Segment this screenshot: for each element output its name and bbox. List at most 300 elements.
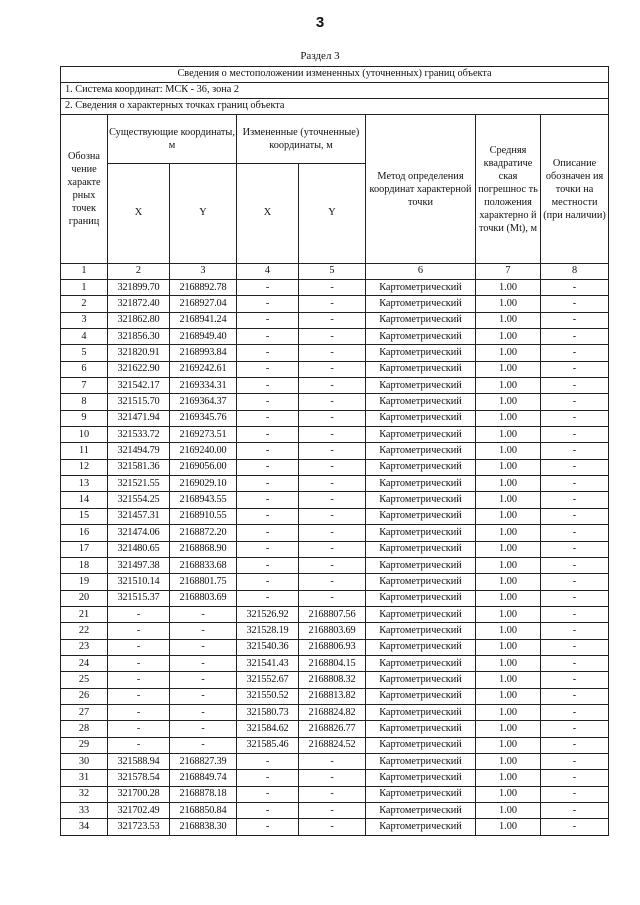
method-cell: Картометрический xyxy=(366,590,476,606)
method-cell: Картометрический xyxy=(366,819,476,835)
point-description-cell: - xyxy=(541,704,609,720)
changed-x-cell: - xyxy=(237,819,299,835)
point-description-cell: - xyxy=(541,345,609,361)
method-cell: Картометрический xyxy=(366,639,476,655)
mean-error-cell: 1.00 xyxy=(476,819,541,835)
existing-x-cell: - xyxy=(108,672,170,688)
table-row xyxy=(61,655,609,671)
mean-error-cell: 1.00 xyxy=(476,361,541,377)
method-cell: Картометрический xyxy=(366,753,476,769)
point-number-cell: 34 xyxy=(61,819,108,835)
changed-x-cell: - xyxy=(237,280,299,296)
mean-error-cell: 1.00 xyxy=(476,312,541,328)
changed-x-cell: 321580.73 xyxy=(237,704,299,720)
point-description-cell: - xyxy=(541,443,609,459)
changed-x-cell: 321552.67 xyxy=(237,672,299,688)
changed-y-cell: 2168824.82 xyxy=(299,704,366,720)
mean-error-cell: 1.00 xyxy=(476,427,541,443)
changed-y-cell: - xyxy=(299,378,366,394)
existing-x-cell: 321542.17 xyxy=(108,378,170,394)
method-cell: Картометрический xyxy=(366,492,476,508)
changed-y-cell: - xyxy=(299,329,366,345)
table-row xyxy=(61,770,609,786)
coordinate-system: 1. Система координат: МСК - 36, зона 2 xyxy=(61,83,609,99)
point-number-cell: 28 xyxy=(61,721,108,737)
existing-y-cell: - xyxy=(170,737,237,753)
point-description-cell: - xyxy=(541,508,609,524)
mean-error-cell: 1.00 xyxy=(476,786,541,802)
changed-y-cell: - xyxy=(299,508,366,524)
changed-x-cell: - xyxy=(237,443,299,459)
table-row xyxy=(61,525,609,541)
point-description-cell: - xyxy=(541,312,609,328)
changed-y-cell: - xyxy=(299,296,366,312)
changed-y-cell: - xyxy=(299,459,366,475)
existing-x-cell: 321515.37 xyxy=(108,590,170,606)
mean-error-cell: 1.00 xyxy=(476,345,541,361)
method-cell: Картометрический xyxy=(366,737,476,753)
changed-y-cell: - xyxy=(299,753,366,769)
existing-y-cell: 2169345.76 xyxy=(170,410,237,426)
table-row xyxy=(61,427,609,443)
point-description-cell: - xyxy=(541,803,609,819)
point-number-cell: 9 xyxy=(61,410,108,426)
changed-y-cell: - xyxy=(299,590,366,606)
point-number-cell: 30 xyxy=(61,753,108,769)
existing-y-cell: - xyxy=(170,688,237,704)
changed-x-cell: - xyxy=(237,590,299,606)
mean-error-cell: 1.00 xyxy=(476,721,541,737)
table-row xyxy=(61,590,609,606)
existing-y-cell: - xyxy=(170,704,237,720)
mean-error-cell: 1.00 xyxy=(476,508,541,524)
existing-y-cell: 2168850.84 xyxy=(170,803,237,819)
point-description-cell: - xyxy=(541,639,609,655)
method-cell: Картометрический xyxy=(366,345,476,361)
mean-error-cell: 1.00 xyxy=(476,280,541,296)
existing-x-cell: 321554.25 xyxy=(108,492,170,508)
column-number: 4 xyxy=(237,264,299,280)
method-cell: Картометрический xyxy=(366,312,476,328)
changed-y-cell: - xyxy=(299,803,366,819)
header-designation: Обозна чение характе рных точек границ xyxy=(61,115,108,264)
changed-x-cell: - xyxy=(237,574,299,590)
existing-y-cell: - xyxy=(170,721,237,737)
table-row xyxy=(61,345,609,361)
point-description-cell: - xyxy=(541,394,609,410)
point-number-cell: 16 xyxy=(61,525,108,541)
method-cell: Картометрический xyxy=(366,688,476,704)
column-number: 8 xyxy=(541,264,609,280)
existing-y-cell: - xyxy=(170,655,237,671)
existing-y-cell: 2168849.74 xyxy=(170,770,237,786)
existing-x-cell: 321702.49 xyxy=(108,803,170,819)
existing-x-cell: 321457.31 xyxy=(108,508,170,524)
existing-y-cell: 2168827.39 xyxy=(170,753,237,769)
point-number-cell: 20 xyxy=(61,590,108,606)
column-number-row xyxy=(61,264,609,280)
table-row xyxy=(61,737,609,753)
method-cell: Картометрический xyxy=(366,361,476,377)
existing-x-cell: 321497.38 xyxy=(108,557,170,573)
table-row xyxy=(61,623,609,639)
existing-y-cell: - xyxy=(170,606,237,622)
point-description-cell: - xyxy=(541,410,609,426)
table-row xyxy=(61,410,609,426)
header-changed-y: Y xyxy=(299,164,366,264)
existing-x-cell: - xyxy=(108,639,170,655)
existing-x-cell: - xyxy=(108,606,170,622)
method-cell: Картометрический xyxy=(366,623,476,639)
existing-x-cell: 321578.54 xyxy=(108,770,170,786)
existing-y-cell: 2169240.00 xyxy=(170,443,237,459)
changed-y-cell: 2168804.15 xyxy=(299,655,366,671)
table-row xyxy=(61,378,609,394)
mean-error-cell: 1.00 xyxy=(476,443,541,459)
points-section-header: 2. Сведения о характерных точках границ объекта xyxy=(61,99,609,115)
mean-error-cell: 1.00 xyxy=(476,606,541,622)
method-cell: Картометрический xyxy=(366,606,476,622)
section-label: Раздел 3 xyxy=(300,50,340,62)
changed-y-cell: 2168824.52 xyxy=(299,737,366,753)
existing-x-cell: 321494.79 xyxy=(108,443,170,459)
table-row xyxy=(61,459,609,475)
changed-y-cell: 2168803.69 xyxy=(299,623,366,639)
changed-x-cell: - xyxy=(237,786,299,802)
changed-x-cell: 321550.52 xyxy=(237,688,299,704)
point-description-cell: - xyxy=(541,296,609,312)
existing-y-cell: 2168833.68 xyxy=(170,557,237,573)
point-number-cell: 2 xyxy=(61,296,108,312)
point-description-cell: - xyxy=(541,688,609,704)
column-number: 5 xyxy=(299,264,366,280)
point-number-cell: 27 xyxy=(61,704,108,720)
method-cell: Картометрический xyxy=(366,329,476,345)
existing-x-cell: 321622.90 xyxy=(108,361,170,377)
changed-x-cell: - xyxy=(237,770,299,786)
point-number-cell: 22 xyxy=(61,623,108,639)
table-row xyxy=(61,508,609,524)
changed-x-cell: - xyxy=(237,508,299,524)
existing-y-cell: 2169056.00 xyxy=(170,459,237,475)
method-cell: Картометрический xyxy=(366,508,476,524)
boundary-points-table xyxy=(60,66,609,836)
mean-error-cell: 1.00 xyxy=(476,803,541,819)
table-row xyxy=(61,329,609,345)
point-description-cell: - xyxy=(541,476,609,492)
existing-x-cell: 321700.28 xyxy=(108,786,170,802)
changed-x-cell: 321585.46 xyxy=(237,737,299,753)
changed-y-cell: - xyxy=(299,361,366,377)
mean-error-cell: 1.00 xyxy=(476,394,541,410)
changed-x-cell: - xyxy=(237,296,299,312)
point-number-cell: 6 xyxy=(61,361,108,377)
point-description-cell: - xyxy=(541,329,609,345)
method-cell: Картометрический xyxy=(366,786,476,802)
changed-y-cell: - xyxy=(299,427,366,443)
mean-error-cell: 1.00 xyxy=(476,753,541,769)
changed-x-cell: - xyxy=(237,378,299,394)
table-row xyxy=(61,786,609,802)
header-existing-x: X xyxy=(108,164,170,264)
changed-y-cell: - xyxy=(299,786,366,802)
changed-x-cell: - xyxy=(237,557,299,573)
point-number-cell: 32 xyxy=(61,786,108,802)
point-description-cell: - xyxy=(541,557,609,573)
method-cell: Картометрический xyxy=(366,721,476,737)
mean-error-cell: 1.00 xyxy=(476,492,541,508)
header-existing-coordinates: Существующие координаты, м xyxy=(108,115,237,164)
mean-error-cell: 1.00 xyxy=(476,704,541,720)
method-cell: Картометрический xyxy=(366,427,476,443)
changed-x-cell: - xyxy=(237,492,299,508)
changed-x-cell: 321540.36 xyxy=(237,639,299,655)
mean-error-cell: 1.00 xyxy=(476,672,541,688)
method-cell: Картометрический xyxy=(366,655,476,671)
existing-x-cell: 321471.94 xyxy=(108,410,170,426)
table-row xyxy=(61,361,609,377)
point-description-cell: - xyxy=(541,541,609,557)
changed-y-cell: - xyxy=(299,770,366,786)
header-changed-x: X xyxy=(237,164,299,264)
existing-x-cell: - xyxy=(108,737,170,753)
method-cell: Картометрический xyxy=(366,476,476,492)
changed-y-cell: - xyxy=(299,557,366,573)
mean-error-cell: 1.00 xyxy=(476,476,541,492)
method-cell: Картометрический xyxy=(366,803,476,819)
method-cell: Картометрический xyxy=(366,394,476,410)
table-row xyxy=(61,672,609,688)
changed-y-cell: - xyxy=(299,345,366,361)
changed-y-cell: 2168813.82 xyxy=(299,688,366,704)
existing-x-cell: 321510.14 xyxy=(108,574,170,590)
changed-x-cell: - xyxy=(237,427,299,443)
changed-y-cell: 2168807.56 xyxy=(299,606,366,622)
method-cell: Картометрический xyxy=(366,770,476,786)
existing-x-cell: 321856.30 xyxy=(108,329,170,345)
table-row xyxy=(61,492,609,508)
changed-x-cell: 321584.62 xyxy=(237,721,299,737)
point-description-cell: - xyxy=(541,786,609,802)
point-number-cell: 17 xyxy=(61,541,108,557)
point-number-cell: 13 xyxy=(61,476,108,492)
changed-x-cell: - xyxy=(237,410,299,426)
table-row xyxy=(61,606,609,622)
mean-error-cell: 1.00 xyxy=(476,329,541,345)
header-changed-coordinates: Измененные (уточненные) координаты, м xyxy=(237,115,366,164)
changed-x-cell: - xyxy=(237,525,299,541)
existing-x-cell: 321521.55 xyxy=(108,476,170,492)
changed-y-cell: 2168826.77 xyxy=(299,721,366,737)
point-description-cell: - xyxy=(541,721,609,737)
method-cell: Картометрический xyxy=(366,704,476,720)
header-method: Метод определения координат характерной точки xyxy=(366,115,476,264)
method-cell: Картометрический xyxy=(366,525,476,541)
existing-x-cell: 321588.94 xyxy=(108,753,170,769)
point-number-cell: 24 xyxy=(61,655,108,671)
existing-y-cell: 2168927.04 xyxy=(170,296,237,312)
mean-error-cell: 1.00 xyxy=(476,639,541,655)
point-number-cell: 3 xyxy=(61,312,108,328)
table-row xyxy=(61,557,609,573)
existing-y-cell: 2168993.84 xyxy=(170,345,237,361)
existing-y-cell: 2169273.51 xyxy=(170,427,237,443)
point-description-cell: - xyxy=(541,737,609,753)
method-cell: Картометрический xyxy=(366,541,476,557)
existing-y-cell: 2168949.40 xyxy=(170,329,237,345)
table-row xyxy=(61,541,609,557)
existing-y-cell: 2168892.78 xyxy=(170,280,237,296)
existing-x-cell: - xyxy=(108,623,170,639)
mean-error-cell: 1.00 xyxy=(476,296,541,312)
point-number-cell: 31 xyxy=(61,770,108,786)
point-number-cell: 19 xyxy=(61,574,108,590)
existing-x-cell: - xyxy=(108,688,170,704)
point-description-cell: - xyxy=(541,525,609,541)
mean-error-cell: 1.00 xyxy=(476,525,541,541)
point-description-cell: - xyxy=(541,459,609,475)
table-row xyxy=(61,803,609,819)
changed-y-cell: - xyxy=(299,819,366,835)
mean-error-cell: 1.00 xyxy=(476,655,541,671)
column-number: 2 xyxy=(108,264,170,280)
existing-y-cell: 2168868.90 xyxy=(170,541,237,557)
changed-y-cell: - xyxy=(299,574,366,590)
point-number-cell: 21 xyxy=(61,606,108,622)
point-number-cell: 33 xyxy=(61,803,108,819)
existing-y-cell: 2169242.61 xyxy=(170,361,237,377)
table-row xyxy=(61,574,609,590)
point-number-cell: 7 xyxy=(61,378,108,394)
changed-y-cell: - xyxy=(299,525,366,541)
point-number-cell: 14 xyxy=(61,492,108,508)
changed-x-cell: - xyxy=(237,312,299,328)
changed-x-cell: - xyxy=(237,345,299,361)
changed-x-cell: - xyxy=(237,753,299,769)
changed-y-cell: - xyxy=(299,280,366,296)
method-cell: Картометрический xyxy=(366,574,476,590)
changed-y-cell: 2168806.93 xyxy=(299,639,366,655)
method-cell: Картометрический xyxy=(366,378,476,394)
point-number-cell: 10 xyxy=(61,427,108,443)
changed-x-cell: - xyxy=(237,394,299,410)
existing-y-cell: 2168801.75 xyxy=(170,574,237,590)
existing-y-cell: 2169364.37 xyxy=(170,394,237,410)
table-row xyxy=(61,753,609,769)
existing-y-cell: - xyxy=(170,639,237,655)
point-number-cell: 8 xyxy=(61,394,108,410)
method-cell: Картометрический xyxy=(366,557,476,573)
point-description-cell: - xyxy=(541,655,609,671)
changed-y-cell: - xyxy=(299,410,366,426)
method-cell: Картометрический xyxy=(366,459,476,475)
point-number-cell: 4 xyxy=(61,329,108,345)
point-description-cell: - xyxy=(541,672,609,688)
point-number-cell: 23 xyxy=(61,639,108,655)
column-number: 3 xyxy=(170,264,237,280)
changed-x-cell: 321526.92 xyxy=(237,606,299,622)
existing-y-cell: 2168878.18 xyxy=(170,786,237,802)
table-row xyxy=(61,688,609,704)
changed-x-cell: - xyxy=(237,329,299,345)
column-number: 1 xyxy=(61,264,108,280)
table-row xyxy=(61,312,609,328)
table-row xyxy=(61,296,609,312)
existing-y-cell: 2168872.20 xyxy=(170,525,237,541)
point-number-cell: 5 xyxy=(61,345,108,361)
changed-x-cell: - xyxy=(237,361,299,377)
existing-x-cell: 321872.40 xyxy=(108,296,170,312)
column-number: 6 xyxy=(366,264,476,280)
point-description-cell: - xyxy=(541,590,609,606)
mean-error-cell: 1.00 xyxy=(476,378,541,394)
mean-error-cell: 1.00 xyxy=(476,590,541,606)
mean-error-cell: 1.00 xyxy=(476,688,541,704)
existing-x-cell: 321480.65 xyxy=(108,541,170,557)
point-number-cell: 12 xyxy=(61,459,108,475)
point-description-cell: - xyxy=(541,361,609,377)
header-error: Средняя квадратиче ская погрешнос ть положения характерно й точки (Mt), м xyxy=(476,115,541,264)
changed-y-cell: - xyxy=(299,476,366,492)
point-description-cell: - xyxy=(541,753,609,769)
existing-y-cell: - xyxy=(170,672,237,688)
existing-y-cell: 2168838.30 xyxy=(170,819,237,835)
mean-error-cell: 1.00 xyxy=(476,623,541,639)
table-row xyxy=(61,443,609,459)
table-row xyxy=(61,721,609,737)
existing-y-cell: 2169334.31 xyxy=(170,378,237,394)
mean-error-cell: 1.00 xyxy=(476,557,541,573)
existing-x-cell: 321862.80 xyxy=(108,312,170,328)
mean-error-cell: 1.00 xyxy=(476,737,541,753)
changed-y-cell: - xyxy=(299,394,366,410)
point-number-cell: 15 xyxy=(61,508,108,524)
point-number-cell: 11 xyxy=(61,443,108,459)
page-number: 3 xyxy=(315,14,325,31)
point-description-cell: - xyxy=(541,770,609,786)
column-number: 7 xyxy=(476,264,541,280)
table-row xyxy=(61,819,609,835)
table-row xyxy=(61,704,609,720)
existing-y-cell: 2168941.24 xyxy=(170,312,237,328)
table-row xyxy=(61,476,609,492)
mean-error-cell: 1.00 xyxy=(476,459,541,475)
method-cell: Картометрический xyxy=(366,410,476,426)
existing-x-cell: 321515.70 xyxy=(108,394,170,410)
changed-x-cell: 321541.43 xyxy=(237,655,299,671)
mean-error-cell: 1.00 xyxy=(476,410,541,426)
changed-x-cell: - xyxy=(237,476,299,492)
existing-x-cell: 321820.91 xyxy=(108,345,170,361)
table-title: Сведения о местоположении измененных (уточненных) границ объекта xyxy=(61,67,609,83)
point-number-cell: 25 xyxy=(61,672,108,688)
point-description-cell: - xyxy=(541,623,609,639)
point-number-cell: 18 xyxy=(61,557,108,573)
changed-y-cell: 2168808.32 xyxy=(299,672,366,688)
existing-x-cell: - xyxy=(108,721,170,737)
method-cell: Картометрический xyxy=(366,443,476,459)
changed-x-cell: - xyxy=(237,459,299,475)
existing-x-cell: 321474.06 xyxy=(108,525,170,541)
header-description: Описание обозначен ия точки на местности (при наличии) xyxy=(541,115,609,264)
point-number-cell: 29 xyxy=(61,737,108,753)
point-description-cell: - xyxy=(541,427,609,443)
mean-error-cell: 1.00 xyxy=(476,770,541,786)
point-description-cell: - xyxy=(541,492,609,508)
point-description-cell: - xyxy=(541,378,609,394)
method-cell: Картометрический xyxy=(366,296,476,312)
existing-y-cell: - xyxy=(170,623,237,639)
